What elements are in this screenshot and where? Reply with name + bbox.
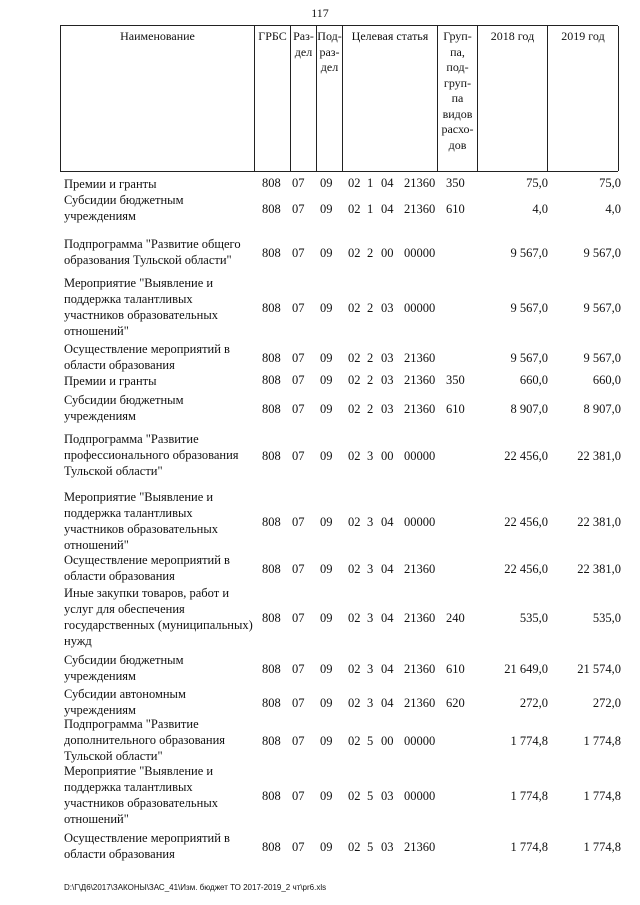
page-number: 117 <box>311 6 329 20</box>
row-target-event: 03 <box>381 840 394 854</box>
row-target-program: 02 <box>348 840 361 854</box>
row-value-2019: 75,0 <box>599 176 621 190</box>
row-target-program: 02 <box>348 449 361 463</box>
row-target-direction: 21360 <box>404 696 436 710</box>
row-razdel: 07 <box>292 246 305 260</box>
row-podrazdel: 09 <box>320 696 333 710</box>
row-razdel: 07 <box>292 449 305 463</box>
row-value-2019: 22 381,0 <box>577 449 621 463</box>
row-target-program: 02 <box>348 351 361 365</box>
row-target-direction: 21360 <box>404 662 436 676</box>
row-grbs: 808 <box>262 351 281 365</box>
row-target-direction: 21360 <box>404 611 436 625</box>
row-target-subprogram: 2 <box>367 373 374 387</box>
row-group: 620 <box>446 696 465 710</box>
row-target-subprogram: 3 <box>367 562 374 576</box>
table-row <box>0 686 640 718</box>
row-podrazdel: 09 <box>320 373 333 387</box>
row-target-direction: 21360 <box>404 840 436 854</box>
row-name: Подпрограмма "Развитие профессионального образования Тульской области" <box>64 432 239 478</box>
row-target-subprogram: 3 <box>367 662 374 676</box>
row-target-direction: 00000 <box>404 449 436 463</box>
row-value-2019: 4,0 <box>605 202 621 216</box>
row-podrazdel: 09 <box>320 515 333 529</box>
row-target-direction: 21360 <box>404 373 436 387</box>
row-value-2018: 9 567,0 <box>510 246 548 260</box>
row-target-program: 02 <box>348 789 361 803</box>
row-grbs: 808 <box>262 301 281 315</box>
row-target-event: 03 <box>381 373 394 387</box>
row-grbs: 808 <box>262 449 281 463</box>
table-row <box>0 176 640 192</box>
row-target-program: 02 <box>348 202 361 216</box>
row-podrazdel: 09 <box>320 351 333 365</box>
row-grbs: 808 <box>262 373 281 387</box>
row-name: Мероприятие "Выявление и поддержка талантливых участников образовательных отношений" <box>64 764 218 826</box>
file-path-footer: D:\Г\Д6\2017\ЗАКОНЫ\ЗАС_41\Изм. бюджет ТО 2017-2019_2 чт\pr6.xls <box>64 883 327 892</box>
row-value-2019: 9 567,0 <box>583 301 621 315</box>
row-target-program: 02 <box>348 611 361 625</box>
row-grbs: 808 <box>262 840 281 854</box>
row-target-direction: 00000 <box>404 734 436 748</box>
row-value-2018: 9 567,0 <box>510 351 548 365</box>
row-grbs: 808 <box>262 562 281 576</box>
row-name: Осуществление мероприятий в области образования <box>64 831 230 861</box>
row-target-subprogram: 5 <box>367 734 374 748</box>
row-name: Субсидии бюджетным учреждениям <box>64 193 184 223</box>
row-target-subprogram: 5 <box>367 840 374 854</box>
row-grbs: 808 <box>262 202 281 216</box>
row-target-event: 03 <box>381 402 394 416</box>
row-target-event: 03 <box>381 301 394 315</box>
table-row <box>0 275 640 339</box>
row-name: Мероприятие "Выявление и поддержка талантливых участников образовательных отношений" <box>64 276 218 338</box>
row-razdel: 07 <box>292 789 305 803</box>
row-value-2019: 8 907,0 <box>583 402 621 416</box>
table-row <box>0 585 640 649</box>
row-value-2019: 22 381,0 <box>577 515 621 529</box>
table-row <box>0 763 640 827</box>
row-target-subprogram: 2 <box>367 351 374 365</box>
row-group: 350 <box>446 176 465 190</box>
row-name: Премии и гранты <box>64 177 157 191</box>
row-target-direction: 21360 <box>404 202 436 216</box>
table-row <box>0 830 640 862</box>
table-row <box>0 373 640 389</box>
row-podrazdel: 09 <box>320 789 333 803</box>
row-value-2018: 1 774,8 <box>510 734 548 748</box>
row-target-program: 02 <box>348 662 361 676</box>
row-grbs: 808 <box>262 402 281 416</box>
table-row <box>0 392 640 424</box>
row-grbs: 808 <box>262 246 281 260</box>
table-row <box>0 431 640 479</box>
row-value-2019: 22 381,0 <box>577 562 621 576</box>
row-value-2018: 1 774,8 <box>510 840 548 854</box>
row-target-event: 04 <box>381 696 394 710</box>
row-podrazdel: 09 <box>320 176 333 190</box>
row-razdel: 07 <box>292 662 305 676</box>
row-target-program: 02 <box>348 562 361 576</box>
row-podrazdel: 09 <box>320 840 333 854</box>
row-target-direction: 21360 <box>404 562 436 576</box>
row-value-2019: 1 774,8 <box>583 840 621 854</box>
row-razdel: 07 <box>292 515 305 529</box>
row-podrazdel: 09 <box>320 402 333 416</box>
row-target-direction: 00000 <box>404 789 436 803</box>
table-row <box>0 652 640 684</box>
row-name: Субсидии автономным учреждениям <box>64 687 186 717</box>
row-target-event: 00 <box>381 734 394 748</box>
row-target-program: 02 <box>348 301 361 315</box>
row-target-event: 04 <box>381 515 394 529</box>
row-value-2018: 22 456,0 <box>504 562 548 576</box>
row-target-program: 02 <box>348 402 361 416</box>
row-target-event: 04 <box>381 202 394 216</box>
row-target-direction: 00000 <box>404 515 436 529</box>
row-target-program: 02 <box>348 176 361 190</box>
row-target-subprogram: 3 <box>367 449 374 463</box>
row-razdel: 07 <box>292 402 305 416</box>
row-razdel: 07 <box>292 611 305 625</box>
row-target-event: 03 <box>381 789 394 803</box>
row-podrazdel: 09 <box>320 202 333 216</box>
row-podrazdel: 09 <box>320 301 333 315</box>
row-name: Осуществление мероприятий в области образования <box>64 553 230 583</box>
row-value-2018: 22 456,0 <box>504 449 548 463</box>
row-grbs: 808 <box>262 696 281 710</box>
row-target-event: 04 <box>381 662 394 676</box>
row-target-program: 02 <box>348 696 361 710</box>
row-value-2018: 75,0 <box>526 176 548 190</box>
header-2019: 2019 год <box>548 26 619 171</box>
row-grbs: 808 <box>262 789 281 803</box>
row-target-subprogram: 5 <box>367 789 374 803</box>
row-razdel: 07 <box>292 176 305 190</box>
row-value-2019: 1 774,8 <box>583 734 621 748</box>
row-target-subprogram: 1 <box>367 176 374 190</box>
row-target-event: 00 <box>381 449 394 463</box>
header-group: Груп- па, под- груп- па видов расхо- дов <box>438 26 478 171</box>
row-grbs: 808 <box>262 734 281 748</box>
row-grbs: 808 <box>262 515 281 529</box>
row-target-event: 03 <box>381 351 394 365</box>
header-podrazdel: Под- раз- дел <box>317 26 343 171</box>
row-name: Подпрограмма "Развитие общего образования Тульской области" <box>64 237 241 267</box>
table-row <box>0 341 640 373</box>
row-razdel: 07 <box>292 840 305 854</box>
table-header <box>60 25 618 172</box>
header-name: Наименование <box>61 26 255 171</box>
table-row <box>0 552 640 584</box>
row-name: Мероприятие "Выявление и поддержка талантливых участников образовательных отношений" <box>64 490 218 552</box>
row-name: Премии и гранты <box>64 374 157 388</box>
row-value-2019: 1 774,8 <box>583 789 621 803</box>
row-podrazdel: 09 <box>320 246 333 260</box>
row-razdel: 07 <box>292 301 305 315</box>
row-grbs: 808 <box>262 611 281 625</box>
row-target-program: 02 <box>348 515 361 529</box>
row-target-program: 02 <box>348 734 361 748</box>
table-row <box>0 192 640 224</box>
row-value-2018: 660,0 <box>519 373 548 387</box>
header-grbs: ГРБС <box>255 26 291 171</box>
row-value-2018: 8 907,0 <box>510 402 548 416</box>
row-target-direction: 21360 <box>404 176 436 190</box>
row-target-event: 00 <box>381 246 394 260</box>
row-target-direction: 00000 <box>404 301 436 315</box>
row-target-subprogram: 3 <box>367 696 374 710</box>
header-target: Целевая статья <box>343 26 438 171</box>
row-group: 610 <box>446 662 465 676</box>
row-target-subprogram: 3 <box>367 611 374 625</box>
row-group: 240 <box>446 611 465 625</box>
row-grbs: 808 <box>262 176 281 190</box>
row-value-2018: 272,0 <box>519 696 548 710</box>
row-group: 610 <box>446 202 465 216</box>
row-target-program: 02 <box>348 373 361 387</box>
table-row <box>0 489 640 553</box>
row-group: 350 <box>446 373 465 387</box>
row-target-subprogram: 2 <box>367 402 374 416</box>
row-target-direction: 00000 <box>404 246 436 260</box>
row-value-2018: 535,0 <box>519 611 548 625</box>
row-target-subprogram: 3 <box>367 515 374 529</box>
header-razdel: Раз- дел <box>291 26 317 171</box>
table-row <box>0 716 640 764</box>
row-razdel: 07 <box>292 696 305 710</box>
row-name: Осуществление мероприятий в области образования <box>64 342 230 372</box>
row-name: Иные закупки товаров, работ и услуг для обеспечения государственных (муниципальных) нужд <box>64 586 253 648</box>
row-target-subprogram: 1 <box>367 202 374 216</box>
row-target-event: 04 <box>381 611 394 625</box>
row-target-event: 04 <box>381 176 394 190</box>
row-target-direction: 21360 <box>404 351 436 365</box>
row-razdel: 07 <box>292 734 305 748</box>
row-target-program: 02 <box>348 246 361 260</box>
row-value-2019: 272,0 <box>592 696 621 710</box>
row-razdel: 07 <box>292 373 305 387</box>
row-value-2018: 9 567,0 <box>510 301 548 315</box>
row-value-2018: 1 774,8 <box>510 789 548 803</box>
row-podrazdel: 09 <box>320 449 333 463</box>
row-target-direction: 21360 <box>404 402 436 416</box>
row-name: Подпрограмма "Развитие дополнительного образования Тульской области" <box>64 717 226 763</box>
row-name: Субсидии бюджетным учреждениям <box>64 393 184 423</box>
row-podrazdel: 09 <box>320 611 333 625</box>
row-value-2018: 22 456,0 <box>504 515 548 529</box>
row-target-event: 04 <box>381 562 394 576</box>
row-razdel: 07 <box>292 562 305 576</box>
row-target-subprogram: 2 <box>367 246 374 260</box>
table-row <box>0 236 640 268</box>
row-value-2019: 21 574,0 <box>577 662 621 676</box>
row-podrazdel: 09 <box>320 662 333 676</box>
row-podrazdel: 09 <box>320 734 333 748</box>
row-value-2019: 9 567,0 <box>583 246 621 260</box>
header-2018: 2018 год <box>478 26 548 171</box>
row-value-2018: 21 649,0 <box>504 662 548 676</box>
row-razdel: 07 <box>292 202 305 216</box>
row-target-subprogram: 2 <box>367 301 374 315</box>
row-value-2019: 9 567,0 <box>583 351 621 365</box>
row-value-2019: 660,0 <box>592 373 621 387</box>
row-value-2018: 4,0 <box>532 202 548 216</box>
row-value-2019: 535,0 <box>592 611 621 625</box>
row-razdel: 07 <box>292 351 305 365</box>
row-group: 610 <box>446 402 465 416</box>
row-grbs: 808 <box>262 662 281 676</box>
row-name: Субсидии бюджетным учреждениям <box>64 653 184 683</box>
row-podrazdel: 09 <box>320 562 333 576</box>
